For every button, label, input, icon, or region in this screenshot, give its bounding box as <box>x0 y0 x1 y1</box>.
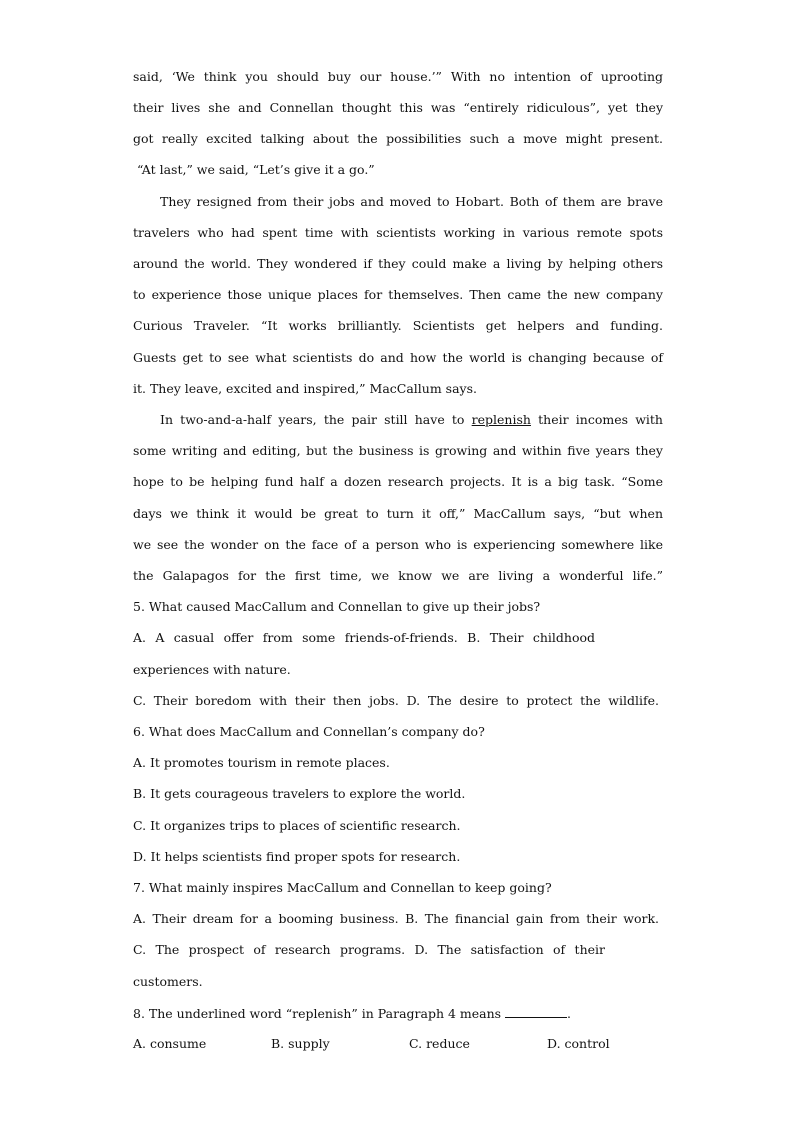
para2-line2: travelers who had spent time with scientists working in various remote spots <box>133 225 663 240</box>
para2-line4: to experience those unique places for themselves. Then came the new company <box>133 287 663 302</box>
q7-options-cd: C. The prospect of research programs. D. The satisfaction of their <box>133 942 605 957</box>
para1-line1: said, ‘We think you should buy our house.’” With no intention of uprooting <box>133 69 663 84</box>
q8-stem <box>133 1005 663 1022</box>
q8-stem-text: 8. The underlined word “replenish” in Paragraph 4 means <box>133 1006 506 1021</box>
para3-line2: some writing and editing, but the business is growing and within five years they <box>133 443 663 458</box>
q8-option-b: B. supply <box>271 1036 330 1051</box>
q8-option-d: D. control <box>547 1036 610 1051</box>
q5-options-ab: A. A casual offer from some friends-of-friends. B. Their childhood <box>133 630 595 645</box>
q6-option-a: A. It promotes tourism in remote places. <box>133 755 390 770</box>
q5-options-cd: C. Their boredom with their then jobs. D. The desire to protect the wildlife. <box>133 693 659 708</box>
para2-line3: around the world. They wondered if they could make a living by helping others <box>133 256 663 271</box>
q8-stem-end: . <box>567 1006 572 1021</box>
q5-options-ab-cont: experiences with nature. <box>133 662 291 677</box>
para3-line1-pre: In two-and-a-half years, the pair still have to <box>160 412 472 427</box>
q6-option-d: D. It helps scientists find proper spots for research. <box>133 849 461 864</box>
para2-line5: Curious Traveler. “It works brilliantly. Scientists get helpers and funding. <box>133 318 663 333</box>
para1-line4: “At last,” we said, “Let’s give it a go.” <box>137 162 375 177</box>
para3-line5: we see the wonder on the face of a person who is experiencing somewhere like <box>133 537 663 552</box>
para1-line3: got really excited talking about the possibilities such a move might present. <box>133 131 663 146</box>
para1-line2: their lives she and Connellan thought this was “entirely ridiculous”, yet they <box>133 100 663 115</box>
q6-stem: 6. What does MacCallum and Connellan’s company do? <box>133 724 485 739</box>
para3-line6: the Galapagos for the first time, we know we are living a wonderful life.” <box>133 568 663 583</box>
para3-line1 <box>160 412 663 428</box>
para2-line6: Guests get to see what scientists do and how the world is changing because of <box>133 350 663 365</box>
para3-line3: hope to be helping fund half a dozen research projects. It is a big task. “Some <box>133 474 663 489</box>
answer-blank <box>505 1005 567 1018</box>
q8-option-c: C. reduce <box>409 1036 470 1051</box>
para3-line1-post: their incomes with <box>530 412 663 427</box>
q6-option-c: C. It organizes trips to places of scientific research. <box>133 818 461 833</box>
q5-stem: 5. What caused MacCallum and Connellan to give up their jobs? <box>133 599 541 614</box>
para2-line1: They resigned from their jobs and moved to Hobart. Both of them are brave <box>160 194 663 209</box>
q7-options-cd-cont: customers. <box>133 974 203 989</box>
q8-options <box>133 1036 663 1052</box>
q7-stem: 7. What mainly inspires MacCallum and Connellan to keep going? <box>133 880 552 895</box>
underlined-word-replenish: replenish <box>471 412 531 427</box>
q7-options-ab: A. Their dream for a booming business. B. The financial gain from their work. <box>133 911 659 926</box>
para2-line7: it. They leave, excited and inspired,” MacCallum says. <box>133 381 477 396</box>
q8-option-a: A. consume <box>133 1036 207 1051</box>
para3-line4: days we think it would be great to turn it off,” MacCallum says, “but when <box>133 506 663 521</box>
q6-option-b: B. It gets courageous travelers to explore the world. <box>133 786 466 801</box>
